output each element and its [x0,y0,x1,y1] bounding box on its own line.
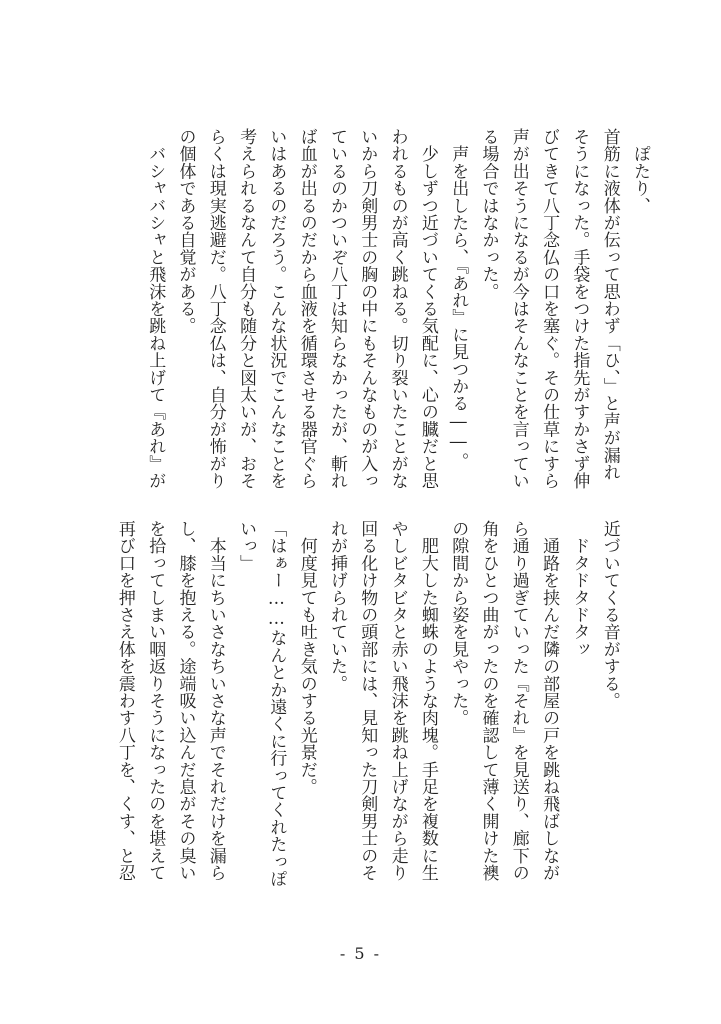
text-line: ているのかついぞ八丁は知らなかったが、斬れ [327,128,347,490]
text-line: を拾ってしまい咽返りそうになったのを堪えて [145,520,166,882]
text-line: 声を出したら、『あれ』に見つかる――。 [448,128,469,470]
text-line: そうになった。手袋をつけた指先がすかさず伸 [569,128,590,490]
text-line: 「はぁー……なんとか遠くに行ってくれたっぽ [266,520,287,888]
text-line: る場合ではなかった。 [478,128,499,300]
text-line: 考えられるなんて自分も随分と図太いが、おそ [236,128,257,490]
text-line: ら通り過ぎていった『それ』を見送り、廊下の [508,520,529,882]
text-line: バシャバシャと飛沫を跳ね上げて『あれ』が [145,128,166,490]
text-line: 肥大した蜘蛛のような肉塊。手足を複数に生 [417,520,438,882]
text-line: やしビタビタと赤い飛沫を跳ね上げながら走り [387,520,408,882]
text-line: 回る化け物の頭部には、見知った刀剣男士のそ [357,520,378,882]
text-line: れが挿げられていた。 [327,520,347,692]
text-line: 首筋に液体が伝って思わず「ひ、」と声が漏れ [599,128,620,481]
text-line: ぽたり、 [630,128,650,214]
text-line: ドタドタドタッ [569,520,590,658]
text-line: 本当にちいさなちいさな声でそれだけを漏ら [205,520,226,882]
text-line: 近づいてくる音がする。 [599,520,620,710]
upper-text-block [0,128,721,508]
text-line: びてきて八丁念仏の口を塞ぐ。その仕草にすら [539,128,560,490]
text-line: 角をひとつ曲がったのを確認して薄く開けた襖 [478,520,499,882]
text-line: し、膝を抱える。途端吸い込んだ息がその臭い [175,520,196,882]
text-line: らくは現実逃避だ。八丁念仏は、自分が怖がり [205,128,226,490]
text-line: いはあるのだろう。こんな状況でこんなことを [266,128,287,490]
text-line: 通路を挟んだ隣の部屋の戸を跳ね飛ばしなが [539,520,560,882]
page-number: - 5 - [339,944,382,963]
text-line: いっ」 [236,520,257,572]
text-line: われるものが高く跳ねる。切り裂いたことがな [387,128,408,490]
text-line: 少しずつ近づいてくる気配に、心の臓だと思 [417,128,438,490]
text-line: ば血が出るのだから血液を循環させる器官ぐら [296,128,317,490]
text-line: の隙間から姿を見やった。 [448,520,469,727]
lower-text-block [0,520,721,900]
text-line: の個体である自覚がある。 [175,128,196,335]
text-line: 再び口を押さえ体を震わす八丁を、くす、と忍 [114,520,135,882]
text-line: 声が出そうになるが今はそんなことを言ってい [508,128,529,490]
text-line: 何度見ても吐き気のする光景だ。 [296,520,317,796]
text-line: いから刀剣男士の胸の中にもそんなものが入っ [357,128,378,490]
